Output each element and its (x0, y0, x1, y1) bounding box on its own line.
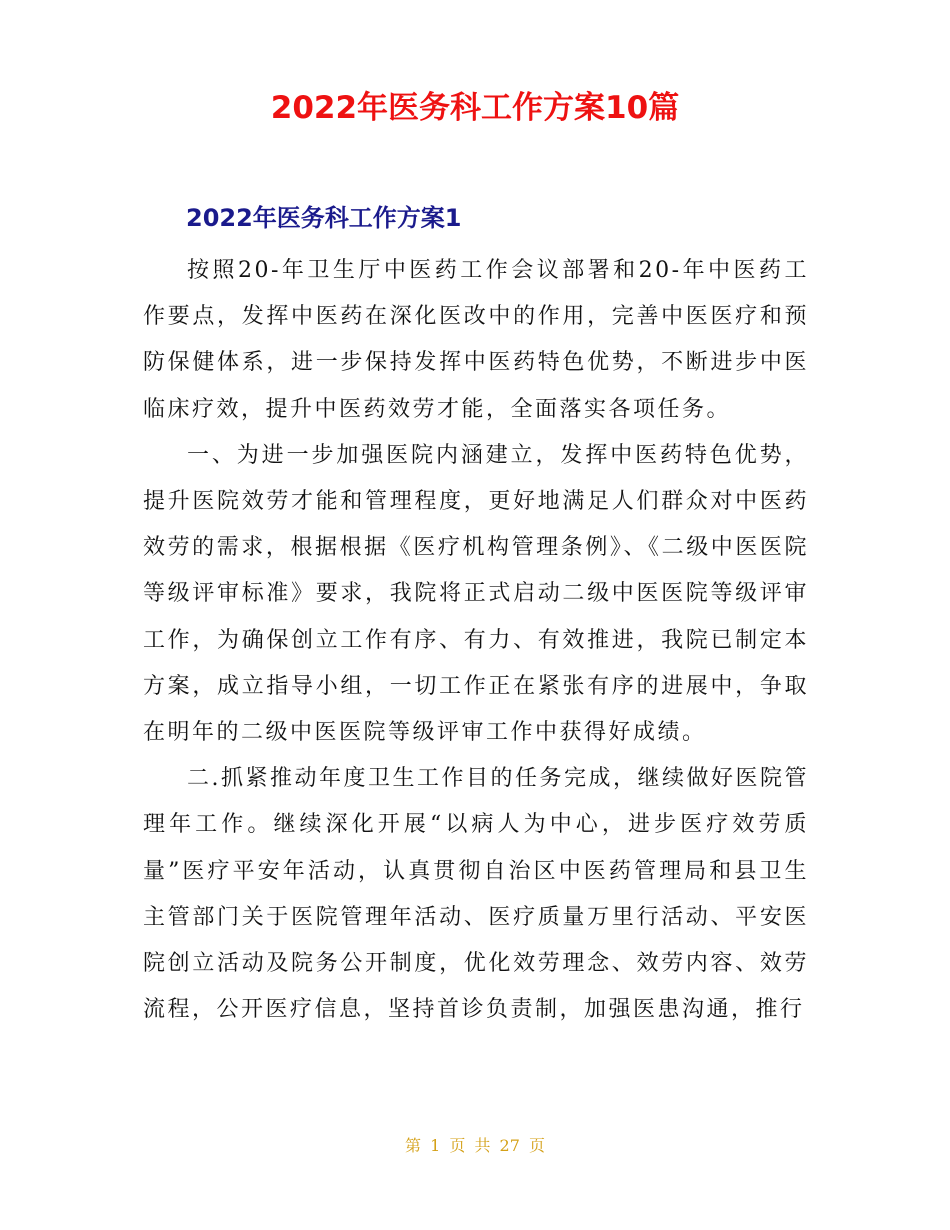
paragraph-intro: 按照20-年卫生厅中医药工作会议部署和20-年中医药工作要点，发挥中医药在深化医改中的作用，完善中医医疗和预防保健体系，进一步保持发挥中医药特色优势，不断进步中医临床疗效，提升中医药效劳才能，全面落实各项任务。 (143, 258, 809, 422)
paragraph-item-2: 二.抓紧推动年度卫生工作目的任务完成，继续做好医院管理年工作。继续深化开展“以病人为中心，进步医疗效劳质量”医疗平安年活动，认真贯彻自治区中医药管理局和县卫生主管部门关于医院管理年活动、医疗质量万里行活动、平安医院创立活动及院务公开制度，优化效劳理念、效劳内容、效劳流程，公开医疗信息，坚持首诊负责制，加强医患沟通，推行 (143, 766, 809, 1023)
document-title: 2022年医务科工作方案10篇 (270, 90, 680, 126)
page-footer: 第 1 页 共 27 页 (405, 1136, 545, 1155)
section-heading: 2022年医务科工作方案1 (186, 204, 462, 232)
document-body (143, 248, 809, 1033)
paragraph-item-1: 一、为进一步加强医院内涵建立，发挥中医药特色优势，提升医院效劳才能和管理程度，更好地满足人们群众对中医药效劳的需求，根据根据《医疗机构管理条例》、《二级中医医院等级评审标准》要求，我院将正式启动二级中医医院等级评审工作，为确保创立工作有序、有力、有效推进，我院已制定本方案，成立指导小组，一切工作正在紧张有序的进展中，争取在明年的二级中医医院等级评审工作中获得好成绩。 (143, 442, 809, 746)
